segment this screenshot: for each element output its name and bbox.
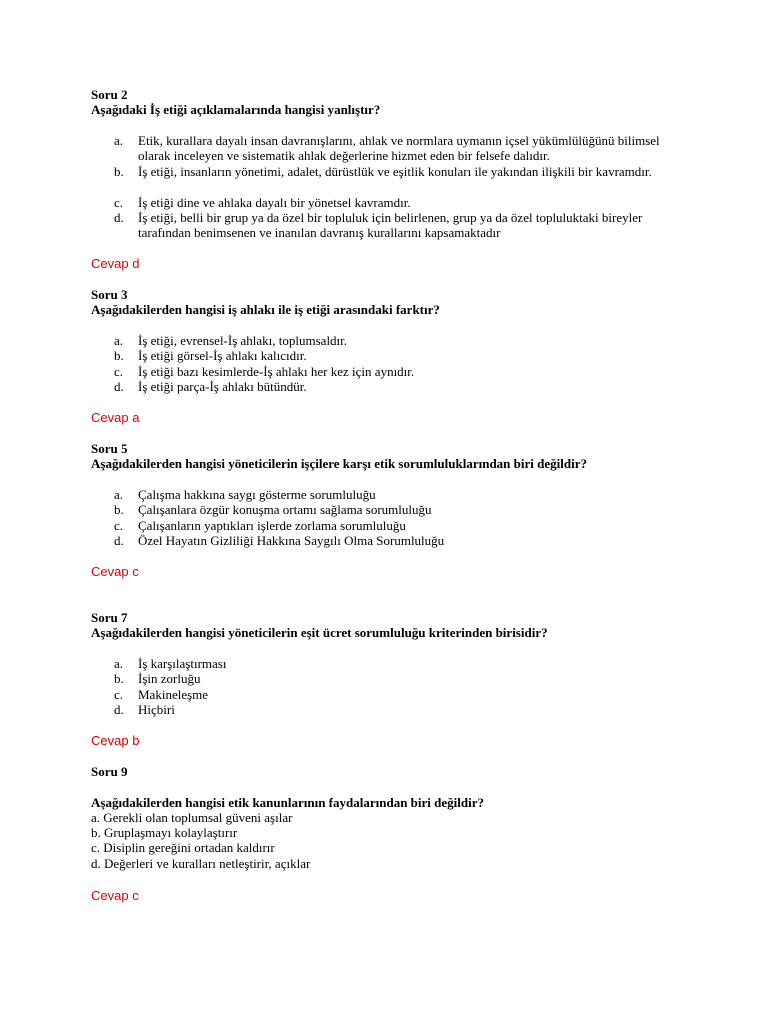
option-letter: d. bbox=[114, 210, 124, 225]
question-text: Aşağıdaki İş etiği açıklamalarında hangisi yanlıştır? bbox=[91, 102, 381, 117]
option-letter: d. bbox=[114, 702, 124, 717]
option-letter: c. bbox=[114, 364, 124, 379]
option-letter: b. bbox=[114, 671, 124, 686]
option-letter: c. bbox=[114, 195, 124, 210]
option-text: Çalışanların yaptıkları işlerde zorlama sorumluluğu bbox=[138, 518, 406, 533]
question-number: Soru 5 bbox=[91, 441, 128, 456]
option-text: İş etiği görsel-İş ahlakı kalıcıdır. bbox=[138, 348, 307, 363]
option-text: İş etiği, insanların yönetimi, adalet, dürüstlük ve eşitlik konuları ile yakından ilişkili bir kavramdır. bbox=[138, 164, 652, 179]
option-text: Etik, kurallara dayalı insan davranışlarını, ahlak ve normlara uymanın içsel yükümlülüğünü bilimsel olarak inceleyen ve sistematik ahlak değerlerine hizmet eden bir felsefe dalıdır. bbox=[138, 133, 660, 163]
question-text: Aşağıdakilerden hangisi etik kanunlarının faydalarından biri değildir? bbox=[91, 795, 484, 810]
option-text: Hiçbiri bbox=[138, 702, 175, 717]
option-text: Makineleşme bbox=[138, 687, 209, 702]
list-item: b. Gruplaşmayı kolaylaştırır bbox=[91, 825, 238, 840]
option-letter: b. bbox=[114, 502, 124, 517]
option-text: İş karşılaştırması bbox=[138, 656, 227, 671]
option-text: İşin zorluğu bbox=[138, 671, 201, 686]
answer-label: Cevap b bbox=[91, 733, 140, 748]
option-letter: a. bbox=[114, 133, 124, 148]
list-item: d. Değerleri ve kuralları netleştirir, açıklar bbox=[91, 856, 311, 871]
answer-label: Cevap d bbox=[91, 256, 140, 271]
option-text: İş etiği bazı kesimlerde-İş ahlakı her kez için aynıdır. bbox=[138, 364, 415, 379]
question-text: Aşağıdakilerden hangisi yöneticilerin eşit ücret sorumluluğu kriterinden birisidir? bbox=[91, 625, 548, 640]
option-letter: b. bbox=[114, 348, 124, 363]
answer-label: Cevap a bbox=[91, 410, 140, 425]
question-number: Soru 2 bbox=[91, 87, 128, 102]
option-letter: a. bbox=[114, 487, 124, 502]
list-item: c. Disiplin gereğini ortadan kaldırır bbox=[91, 840, 275, 855]
list-item: a. Gerekli olan toplumsal güveni aşılar bbox=[91, 810, 293, 825]
question-text: Aşağıdakilerden hangisi yöneticilerin işçilere karşı etik sorumluluklarından biri değildir? bbox=[91, 456, 587, 471]
question-number: Soru 3 bbox=[91, 287, 128, 302]
option-letter: d. bbox=[114, 533, 124, 548]
option-text: İş etiği dine ve ahlaka dayalı bir yönetsel kavramdır. bbox=[138, 195, 411, 210]
option-letter: d. bbox=[114, 379, 124, 394]
question-number: Soru 9 bbox=[91, 764, 128, 779]
option-letter: c. bbox=[114, 687, 124, 702]
answer-label: Cevap c bbox=[91, 888, 139, 903]
option-text: Özel Hayatın Gizliliği Hakkına Saygılı Olma Sorumluluğu bbox=[138, 533, 445, 548]
option-text: Çalışma hakkına saygı gösterme sorumluluğu bbox=[138, 487, 376, 502]
option-text: Çalışanlara özgür konuşma ortamı sağlama sorumluluğu bbox=[138, 502, 432, 517]
option-text: İş etiği parça-İş ahlakı bütündür. bbox=[138, 379, 307, 394]
option-text: İş etiği, belli bir grup ya da özel bir topluluk için belirlenen, grup ya da özel topluluktaki bireyler tarafından benimsenen ve inanılan davranış kurallarını kapsamaktadır bbox=[138, 210, 643, 240]
option-letter: a. bbox=[114, 656, 124, 671]
question-number: Soru 7 bbox=[91, 610, 128, 625]
option-letter: b. bbox=[114, 164, 124, 179]
answer-label: Cevap c bbox=[91, 564, 139, 579]
option-letter: c. bbox=[114, 518, 124, 533]
option-text: İş etiği, evrensel-İş ahlakı, toplumsaldır. bbox=[138, 333, 348, 348]
option-letter: a. bbox=[114, 333, 124, 348]
question-text: Aşağıdakilerden hangisi iş ahlakı ile iş etiği arasındaki farktır? bbox=[91, 302, 440, 317]
